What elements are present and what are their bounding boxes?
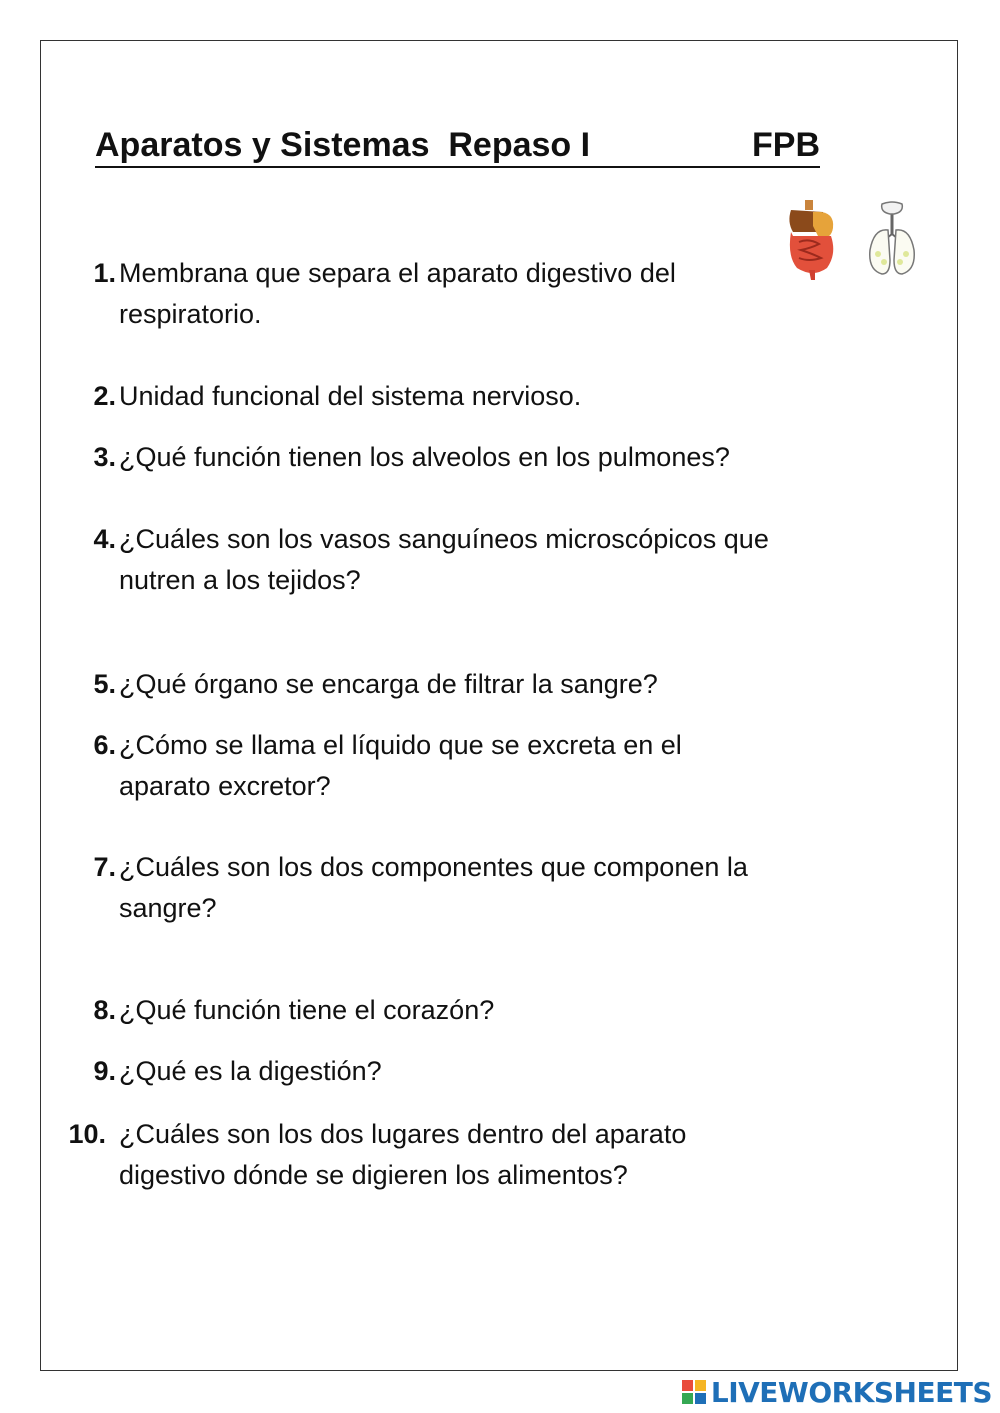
question-text: ¿Cuáles son los vasos sanguíneos microscópicos que nutren a los tejidos? xyxy=(119,524,769,595)
question-number: 3. xyxy=(93,442,116,472)
question-number: 4. xyxy=(93,524,116,554)
course-label: FPB xyxy=(752,126,820,164)
question-text: ¿Qué es la digestión? xyxy=(119,1056,382,1086)
question-text: Membrana que separa el aparato digestivo del respiratorio. xyxy=(119,258,676,329)
question-number: 8. xyxy=(93,995,116,1025)
question-text: ¿Qué función tienen los alveolos en los pulmones? xyxy=(119,442,730,472)
liveworksheets-logo-icon xyxy=(681,1379,707,1405)
question-number: 9. xyxy=(93,1056,116,1086)
liveworksheets-logo[interactable] xyxy=(681,1375,992,1409)
question-number: 1. xyxy=(93,258,116,288)
question-number: 2. xyxy=(93,381,116,411)
question-text: ¿Qué función tiene el corazón? xyxy=(119,995,495,1025)
title-text: Aparatos y Sistemas Repaso I xyxy=(95,126,591,164)
question-text: ¿Cuáles son los dos componentes que componen la sangre? xyxy=(119,852,748,923)
question-number: 6. xyxy=(93,730,116,760)
question-text: ¿Cuáles son los dos lugares dentro del aparato digestivo dónde se digieren los alimentos? xyxy=(119,1119,687,1190)
question-number: 5. xyxy=(93,669,116,699)
question-number: 7. xyxy=(93,852,116,882)
lungs-icon xyxy=(864,200,920,282)
question-text: ¿Cómo se llama el líquido que se excreta en el aparato excretor? xyxy=(119,730,682,801)
page-title xyxy=(95,126,820,168)
digestive-system-icon xyxy=(783,196,843,282)
brand-name: LIVEWORKSHEETS xyxy=(710,1375,992,1409)
question-text: Unidad funcional del sistema nervioso. xyxy=(119,381,582,411)
question-text: ¿Qué órgano se encarga de filtrar la sangre? xyxy=(119,669,658,699)
question-number: 10. xyxy=(68,1119,106,1149)
